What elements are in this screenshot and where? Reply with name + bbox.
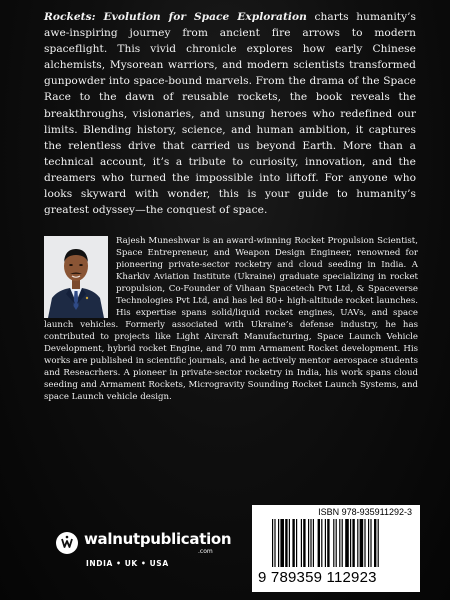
publisher-regions: INDIA • UK • USA xyxy=(86,559,169,568)
author-bio xyxy=(44,235,418,403)
barcode-digits: 9 789359 112923 xyxy=(258,569,377,586)
walnut-logo-icon xyxy=(56,532,78,554)
blurb-text: charts humanity’s awe-inspiring journey from ancient fire arrows to modern spaceflight. This vivid chronicle explores how early Chinese alchemists, Mysorean warriors, and modern scientists transformed gunpowder into space-bound marvels. From the drama of the Space Race to the dawn of reusable rockets, the book reveals the breakthroughs, visionaries, and unsung heroes who redefined our limits. Blending history, science, and human ambition, it captures the relentless drive that carried us beyond Earth. More than a technical account, it’s a tribute to curiosity, innovation, and the dreamers who turned the impossible into liftoff. For anyone who looks skyward with wonder, this is your guide to humanity’s greatest odyssey—the conquest of space. xyxy=(44,11,417,217)
book-blurb xyxy=(44,9,416,218)
barcode-bars xyxy=(272,519,408,571)
publisher-name: walnutpublication xyxy=(84,530,232,548)
publisher-domain: .com xyxy=(198,548,213,555)
isbn-label: ISBN 978-935911292-3 xyxy=(318,507,412,517)
isbn-barcode xyxy=(252,505,420,592)
photo-text-wrap xyxy=(44,235,116,317)
author-bio-text: Rajesh Muneshwar is an award-winning Rocket Propulsion Scientist, Space Entrepreneur, and Weapon Design Engineer, renowned for pioneering private-sector rocketry and cloud seeding in India. A Kharkiv Aviation Institute (Ukraine) graduate specializing in rocket propulsion, Co-Founder of Vihaan Spacetech Pvt Ltd, & Spaceverse Technologies Pvt Ltd, and has led 80+ high-altitude rocket launches. His expertise spans solid/liquid rocket engines, UAVs, and space launch vehicles. Formerly associated with Ukraine’s defense industry, he has contributed to projects like Light Aircraft Manufacturing, Space Launch Vehicle Development, hybrid rocket Engine, and 70 mm Armament Rocket development. His works are published in scientific journals, and he actively mentor aerospace students and Reseacrhers. A pioneer in private-sector rocketry in India, his work spans cloud seeding and Armament Rockets, Microgravity Sounding Rocket Launch Systems, and space Launch vehicle design. xyxy=(44,236,418,402)
book-title: Rockets: Evolution for Space Exploration xyxy=(44,11,307,23)
